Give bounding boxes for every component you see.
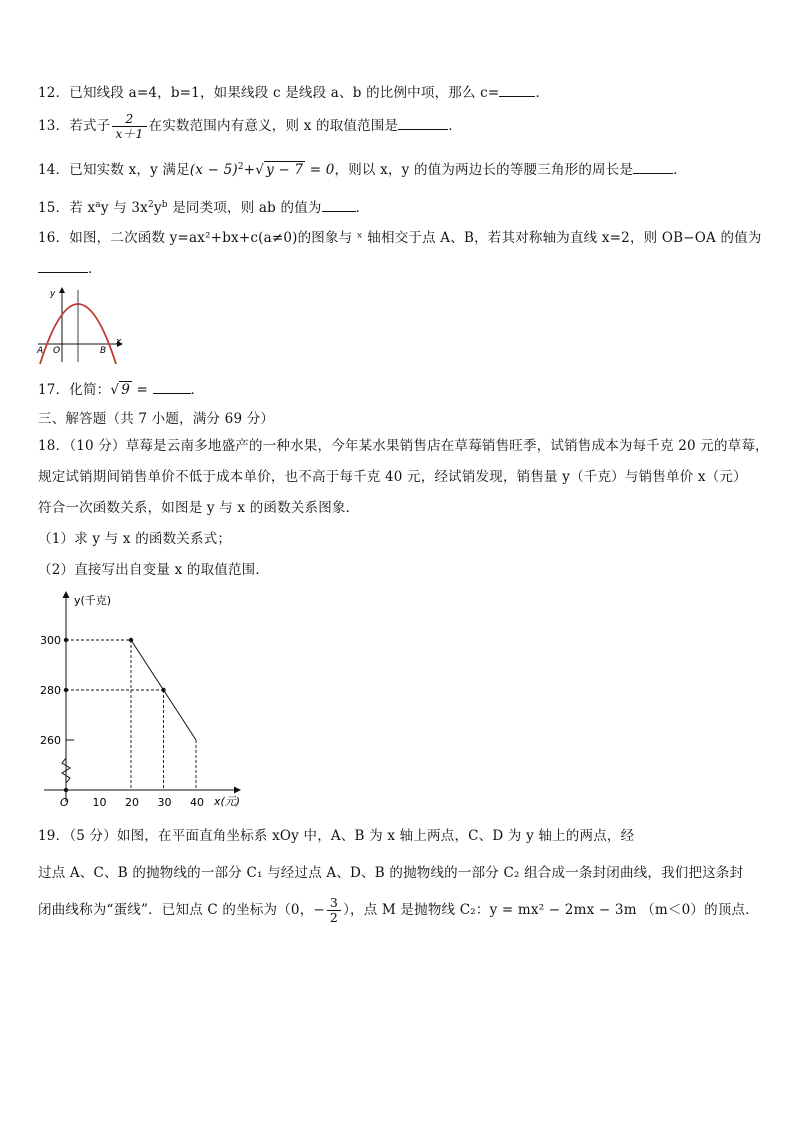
question-18-line3 — [38, 499, 359, 517]
q14-pre: 14．已知实数 x，y 满足 — [38, 162, 190, 178]
q17-end: ． — [190, 382, 205, 398]
q13-numerator: 2 — [112, 112, 146, 127]
q19-line1: 19．（5 分）如图，在平面直角坐标系 xOy 中，A、B 为 x 轴上两点，C、D 为 y 轴上的两点，经 — [38, 828, 635, 844]
answer-blank — [322, 198, 356, 212]
q19-line3-post: ），点 M 是抛物线 C₂：y = mx² − 2mx − 3m （m＜0）的顶点． — [343, 902, 759, 918]
q18-sales-chart — [30, 588, 260, 813]
question-13 — [38, 110, 462, 142]
q19-fraction — [327, 896, 341, 925]
q15-end: ． — [355, 200, 370, 216]
answer-blank — [499, 83, 535, 97]
answer-blank — [398, 116, 448, 130]
q13-end: ． — [448, 118, 462, 134]
q18-part2: （2）直接写出自变量 x 的取值范围． — [38, 562, 270, 578]
q19-denominator: 2 — [329, 910, 339, 925]
x-tick-label-40: 40 — [190, 796, 204, 809]
q14-square: 2 — [237, 162, 244, 172]
question-18-line1 — [38, 437, 769, 455]
q17-pre: 17．化简： — [38, 382, 111, 398]
graph-label-x: x — [116, 337, 122, 347]
q16-end: ． — [88, 261, 102, 277]
q18-line2: 规定试销期间销售单价不低于成本单价，也不高于每千克 40 元，经试销发现，销售量 y（千克）与销售单价 x（元） — [38, 469, 747, 485]
y-tick-label-300: 300 — [40, 634, 61, 647]
q13-pre: 13．若式子 — [38, 118, 111, 134]
q12-end: ． — [535, 85, 550, 101]
q14-eq: = 0 — [305, 162, 335, 178]
x-tick-label-10: 10 — [92, 796, 107, 809]
q15-mid: y 与 3x — [100, 200, 148, 216]
question-18-part1 — [38, 530, 231, 548]
q18-part1: （1）求 y 与 x 的函数关系式； — [38, 531, 232, 547]
axis-point-300 — [64, 638, 68, 642]
q13-fraction — [112, 112, 146, 141]
q18-line1: 18．（10 分）草莓是云南多地盛产的一种水果，今年某水果销售店在草莓销售旺季，试销售成本为每千克 20 元的草莓， — [38, 438, 769, 454]
question-19-line2 — [38, 864, 743, 882]
q19-line3-pre: 闭曲线称为“蛋线”．已知点 C 的坐标为（0，− — [38, 902, 325, 918]
q14-sqrt-body: y − 7 — [266, 162, 304, 178]
question-14 — [38, 160, 687, 179]
q15-exp-2: 2 — [148, 200, 154, 210]
q15-exp-a: a — [95, 200, 101, 210]
y-tick-label-260: 260 — [40, 734, 61, 747]
q16-parabola-graph — [34, 284, 130, 364]
chart-ylabel: y(千克) — [74, 594, 112, 607]
q19-numerator: 3 — [327, 896, 341, 911]
question-16-blank-line — [38, 259, 102, 278]
chart-xlabel: x(元) — [214, 795, 241, 808]
y-tick-label-280: 280 — [40, 684, 61, 697]
data-point-30 — [161, 688, 165, 692]
graph-label-y: y — [50, 289, 56, 299]
answer-blank — [153, 380, 191, 394]
answer-blank — [633, 160, 673, 174]
q17-sqrt: √ 9 — [110, 382, 130, 398]
section-3-title-text: 三、解答题（共 7 小题，满分 69 分） — [38, 411, 275, 427]
data-point-20 — [129, 638, 133, 642]
q13-denominator: x＋1 — [115, 126, 144, 141]
question-18-part2 — [38, 561, 269, 579]
q14-sqrt: √ y − 7 — [255, 162, 304, 178]
x-tick-label-O: O — [60, 796, 69, 809]
q19-line2: 过点 A、C、B 的抛物线的一部分 C₁ 与经过点 A、D、B 的抛物线的一部分 C₂ 组合成一条封闭曲线，我们把这条封 — [38, 865, 744, 881]
q14-plus: + — [243, 162, 256, 178]
question-15 — [38, 198, 369, 217]
section-3-title — [38, 410, 274, 428]
question-12 — [38, 83, 549, 102]
question-19-line3 — [38, 894, 759, 926]
question-16 — [38, 229, 762, 247]
question-18-line2 — [38, 468, 747, 486]
q12-text: 12．已知线段 a=4，b=1，如果线段 c 是线段 a、b 的比例中项，那么 c= — [38, 85, 500, 101]
q16-line1: 16．如图，二次函数 y=ax²+bx+c(a≠0)的图象与 ˣ 轴相交于点 A、B，若其对称轴为直线 x=2，则 OB−OA 的值为 — [38, 230, 762, 246]
q15-post: 是同类项，则 ab 的值为 — [167, 200, 322, 216]
q15-pre: 15．若 x — [38, 200, 96, 216]
q18-line3: 符合一次函数关系，如图是 y 与 x 的函数关系图象． — [38, 500, 360, 516]
q14-expr-a: (x − 5) — [189, 162, 238, 178]
q14-end: ． — [673, 162, 687, 178]
question-19-line1 — [38, 827, 634, 845]
graph-label-a: A — [37, 346, 44, 356]
q13-post: 在实数范围内有意义，则 x 的取值范围是 — [148, 118, 399, 134]
axis-point-280 — [64, 688, 68, 692]
q17-eq: = — [132, 382, 153, 398]
origin-point — [64, 788, 68, 792]
x-tick-label-20: 20 — [125, 796, 139, 809]
question-17 — [38, 380, 204, 399]
q15-exp-b: b — [161, 200, 168, 210]
q17-sqrt-body: 9 — [121, 382, 130, 398]
q14-post: ，则以 x，y 的值为两边长的等腰三角形的周长是 — [334, 162, 634, 178]
answer-blank — [38, 259, 88, 273]
graph-label-o: O — [53, 346, 61, 356]
graph-label-b: B — [100, 346, 107, 356]
q15-mid2: y — [153, 200, 162, 216]
x-tick-label-30: 30 — [157, 796, 172, 809]
